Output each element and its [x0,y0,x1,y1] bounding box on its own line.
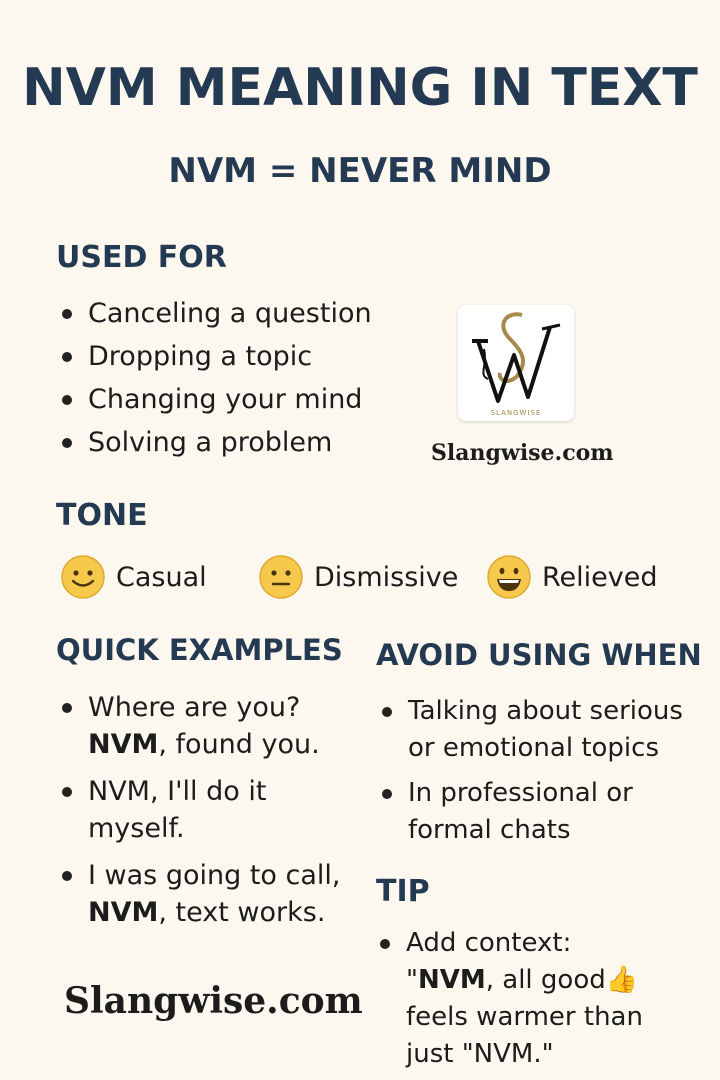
example-rest: , found you. [158,729,320,760]
page-title: NVM MEANING IN TEXT [22,58,698,118]
avoid-line: formal chats [408,815,571,845]
avoid-heading: AVOID USING WHEN [376,638,702,672]
tip-line: just "NVM." [406,1039,554,1069]
slangwise-logo [458,305,574,421]
tip-quote: " [406,965,418,995]
list-item [56,689,340,763]
tip-line: Add context: [406,928,572,958]
used-for-list [56,295,372,461]
avoid-list [376,693,683,849]
example-rest: , text works. [158,897,326,928]
tip-list [374,925,643,1073]
tip-rest: , all good [485,965,606,995]
avoid-line: or emotional topics [408,733,659,763]
list-item [376,775,683,849]
used-for-heading: USED FOR [56,240,227,275]
quick-examples-heading: QUICK EXAMPLES [56,633,343,667]
example-line: NVM, I'll do it [88,776,267,807]
list-item: Dropping a topic [56,338,372,375]
grin-emoji-icon [486,554,532,600]
tip-heading: TIP [376,874,430,909]
tone-item-dismissive [258,556,458,598]
avoid-line: Talking about serious [408,696,683,726]
example-line: I was going to call, [88,860,341,891]
example-line: Where are you? [88,692,301,723]
tone-item-relieved [486,556,658,598]
thumbs-up-icon: 👍 [605,965,639,995]
logo-wordmark: SLANGWISE [490,409,542,417]
tip-line: feels warmer than [406,1002,643,1032]
list-item [376,693,683,767]
slangwise-monogram-icon [458,305,574,421]
page-subtitle: NVM = NEVER MIND [168,151,552,191]
list-item [56,773,340,847]
tone-label: Casual [116,561,207,593]
tip-bold: NVM [417,965,486,995]
tone-label: Dismissive [314,561,459,593]
tone-heading: TONE [56,498,148,533]
example-bold: NVM [88,729,159,760]
list-item: Changing your mind [56,381,372,418]
avoid-line: In professional or [408,778,633,808]
tone-label: Relieved [542,561,658,593]
list-item: Solving a problem [56,424,372,461]
smile-emoji-icon [60,554,106,600]
quick-examples-list [56,689,340,931]
logo-caption: Slangwise.com [431,440,614,466]
footer-brand: Slangwise.com [64,980,363,1022]
list-item [374,925,643,1073]
example-bold: NVM [88,897,159,928]
tone-item-casual [60,556,207,598]
list-item [56,857,340,931]
example-line: myself. [88,813,185,844]
neutral-face-emoji-icon [258,554,304,600]
list-item: Canceling a question [56,295,372,332]
